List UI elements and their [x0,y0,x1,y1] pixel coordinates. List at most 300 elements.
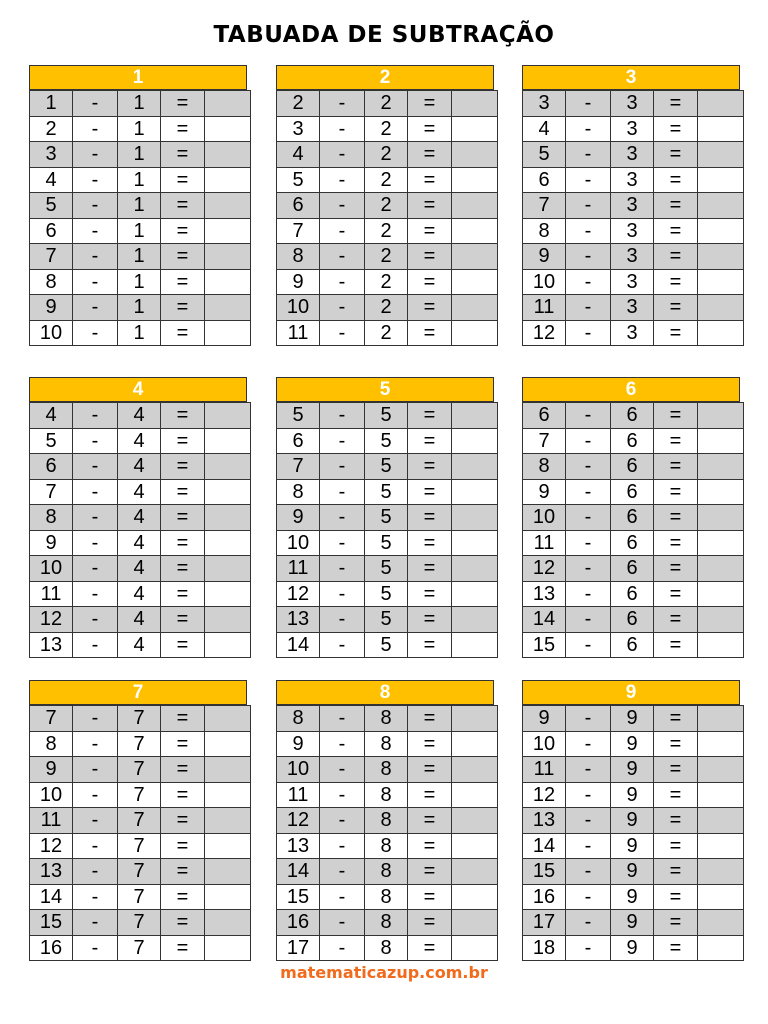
answer-cell[interactable] [452,479,498,505]
minuend-cell: 13 [277,607,320,633]
answer-cell[interactable] [698,505,744,531]
equals-sign-cell: = [161,556,205,582]
answer-cell[interactable] [452,142,498,168]
equals-sign-cell: = [408,142,452,168]
table-row [523,910,744,936]
equals-sign-cell: = [408,320,452,346]
answer-cell[interactable] [452,556,498,582]
answer-cell[interactable] [205,403,251,429]
answer-cell[interactable] [698,479,744,505]
answer-cell[interactable] [452,808,498,834]
subtrahend-cell: 3 [611,269,654,295]
minuend-cell: 8 [30,505,73,531]
answer-cell[interactable] [452,884,498,910]
minuend-cell: 7 [30,706,73,732]
equals-sign-cell: = [408,556,452,582]
answer-cell[interactable] [698,116,744,142]
minuend-cell: 17 [277,935,320,961]
answer-cell[interactable] [698,403,744,429]
minus-sign-cell: - [73,910,118,936]
answer-cell[interactable] [698,581,744,607]
answer-cell[interactable] [698,218,744,244]
subtrahend-cell: 4 [118,607,161,633]
minuend-cell: 15 [277,884,320,910]
answer-cell[interactable] [205,91,251,117]
answer-cell[interactable] [205,808,251,834]
minus-sign-cell: - [73,859,118,885]
equals-sign-cell: = [408,193,452,219]
minus-sign-cell: - [566,269,611,295]
equals-sign-cell: = [161,428,205,454]
answer-cell[interactable] [698,757,744,783]
table-row [30,505,251,531]
equals-sign-cell: = [654,859,698,885]
answer-cell[interactable] [205,320,251,346]
minuend-cell: 11 [30,808,73,834]
answer-cell[interactable] [452,607,498,633]
equals-sign-cell: = [654,454,698,480]
minuend-cell: 9 [523,479,566,505]
minus-sign-cell: - [73,269,118,295]
answer-cell[interactable] [205,479,251,505]
answer-cell[interactable] [205,935,251,961]
answer-cell[interactable] [452,91,498,117]
table-row [277,428,498,454]
minus-sign-cell: - [566,731,611,757]
table-header: 3 [522,65,740,90]
answer-cell[interactable] [452,320,498,346]
subtraction-table-body [29,402,251,658]
table-row [523,193,744,219]
minus-sign-cell: - [320,731,365,757]
equals-sign-cell: = [161,116,205,142]
minuend-cell: 9 [277,505,320,531]
minuend-cell: 9 [30,295,73,321]
equals-sign-cell: = [408,935,452,961]
table-row [30,530,251,556]
subtrahend-cell: 8 [365,757,408,783]
answer-cell[interactable] [452,859,498,885]
answer-cell[interactable] [452,428,498,454]
answer-cell[interactable] [205,218,251,244]
subtrahend-cell: 3 [611,116,654,142]
minus-sign-cell: - [73,295,118,321]
subtrahend-cell: 3 [611,167,654,193]
answer-cell[interactable] [205,454,251,480]
table-row [523,479,744,505]
subtrahend-cell: 8 [365,859,408,885]
subtrahend-cell: 7 [118,884,161,910]
minus-sign-cell: - [566,706,611,732]
subtrahend-cell: 4 [118,556,161,582]
answer-cell[interactable] [698,454,744,480]
minus-sign-cell: - [73,218,118,244]
table-row [30,269,251,295]
minuend-cell: 14 [523,607,566,633]
answer-cell[interactable] [698,833,744,859]
equals-sign-cell: = [161,706,205,732]
answer-cell[interactable] [698,706,744,732]
answer-cell[interactable] [698,142,744,168]
minus-sign-cell: - [566,167,611,193]
minuend-cell: 11 [277,782,320,808]
equals-sign-cell: = [161,244,205,270]
answer-cell[interactable] [698,607,744,633]
answer-cell[interactable] [698,428,744,454]
subtrahend-cell: 1 [118,91,161,117]
equals-sign-cell: = [161,167,205,193]
equals-sign-cell: = [408,632,452,658]
table-row [30,731,251,757]
subtrahend-cell: 2 [365,244,408,270]
minuend-cell: 9 [277,269,320,295]
minus-sign-cell: - [320,859,365,885]
minuend-cell: 13 [30,632,73,658]
minus-sign-cell: - [566,530,611,556]
subtraction-table-body [276,402,498,658]
table-row [277,193,498,219]
minuend-cell: 7 [523,428,566,454]
minuend-cell: 12 [523,556,566,582]
minus-sign-cell: - [73,116,118,142]
table-row [523,91,744,117]
subtrahend-cell: 5 [365,505,408,531]
subtrahend-cell: 7 [118,859,161,885]
table-row [523,167,744,193]
minus-sign-cell: - [566,884,611,910]
minus-sign-cell: - [320,632,365,658]
answer-cell[interactable] [205,706,251,732]
table-row [523,859,744,885]
equals-sign-cell: = [161,91,205,117]
answer-cell[interactable] [452,935,498,961]
table-row [523,530,744,556]
table-row [277,935,498,961]
answer-cell[interactable] [452,757,498,783]
subtrahend-cell: 4 [118,505,161,531]
equals-sign-cell: = [161,884,205,910]
minuend-cell: 10 [277,295,320,321]
answer-cell[interactable] [205,244,251,270]
minus-sign-cell: - [320,295,365,321]
minuend-cell: 5 [30,193,73,219]
answer-cell[interactable] [205,884,251,910]
subtrahend-cell: 3 [611,218,654,244]
equals-sign-cell: = [408,218,452,244]
subtrahend-cell: 2 [365,167,408,193]
minuend-cell: 12 [523,782,566,808]
table-row [277,295,498,321]
minuend-cell: 11 [277,556,320,582]
minus-sign-cell: - [566,193,611,219]
answer-cell[interactable] [452,706,498,732]
table-row [523,244,744,270]
table-row [277,884,498,910]
minuend-cell: 14 [277,859,320,885]
subtrahend-cell: 4 [118,632,161,658]
answer-cell[interactable] [452,581,498,607]
equals-sign-cell: = [161,530,205,556]
answer-cell[interactable] [452,833,498,859]
subtrahend-cell: 2 [365,218,408,244]
subtrahend-cell: 9 [611,757,654,783]
minus-sign-cell: - [320,269,365,295]
answer-cell[interactable] [698,782,744,808]
minuend-cell: 7 [30,479,73,505]
minuend-cell: 6 [277,193,320,219]
equals-sign-cell: = [408,833,452,859]
table-row [523,935,744,961]
answer-cell[interactable] [452,295,498,321]
answer-cell[interactable] [205,193,251,219]
answer-cell[interactable] [452,782,498,808]
subtrahend-cell: 5 [365,607,408,633]
subtrahend-cell: 8 [365,808,408,834]
equals-sign-cell: = [161,479,205,505]
subtrahend-cell: 7 [118,782,161,808]
answer-cell[interactable] [205,581,251,607]
minuend-cell: 10 [30,556,73,582]
minus-sign-cell: - [73,581,118,607]
subtrahend-cell: 8 [365,910,408,936]
equals-sign-cell: = [161,607,205,633]
minuend-cell: 7 [277,454,320,480]
minuend-cell: 8 [277,244,320,270]
minus-sign-cell: - [73,935,118,961]
table-row [30,910,251,936]
table-row [277,116,498,142]
answer-cell[interactable] [205,910,251,936]
answer-cell[interactable] [205,556,251,582]
table-row [30,833,251,859]
subtrahend-cell: 4 [118,428,161,454]
minus-sign-cell: - [320,782,365,808]
equals-sign-cell: = [654,142,698,168]
equals-sign-cell: = [654,403,698,429]
answer-cell[interactable] [452,403,498,429]
answer-cell[interactable] [698,910,744,936]
table-row [277,731,498,757]
answer-cell[interactable] [698,859,744,885]
answer-cell[interactable] [698,808,744,834]
table-row [30,428,251,454]
equals-sign-cell: = [654,808,698,834]
answer-cell[interactable] [452,218,498,244]
answer-cell[interactable] [452,269,498,295]
answer-cell[interactable] [452,910,498,936]
minuend-cell: 7 [277,218,320,244]
minus-sign-cell: - [566,295,611,321]
answer-cell[interactable] [698,530,744,556]
minuend-cell: 12 [30,607,73,633]
answer-cell[interactable] [452,530,498,556]
answer-cell[interactable] [698,244,744,270]
minus-sign-cell: - [73,91,118,117]
minus-sign-cell: - [73,428,118,454]
equals-sign-cell: = [654,193,698,219]
minuend-cell: 10 [277,757,320,783]
minus-sign-cell: - [73,632,118,658]
minus-sign-cell: - [566,479,611,505]
subtraction-table-body [276,705,498,961]
answer-cell[interactable] [698,193,744,219]
table-row [523,731,744,757]
table-header: 2 [276,65,494,90]
answer-cell[interactable] [698,295,744,321]
subtrahend-cell: 1 [118,167,161,193]
equals-sign-cell: = [654,833,698,859]
minuend-cell: 2 [30,116,73,142]
answer-cell[interactable] [452,505,498,531]
answer-cell[interactable] [698,632,744,658]
subtrahend-cell: 9 [611,782,654,808]
answer-cell[interactable] [698,935,744,961]
equals-sign-cell: = [161,782,205,808]
minus-sign-cell: - [566,142,611,168]
equals-sign-cell: = [654,935,698,961]
table-row [30,782,251,808]
answer-cell[interactable] [452,731,498,757]
equals-sign-cell: = [408,116,452,142]
subtrahend-cell: 1 [118,269,161,295]
minuend-cell: 9 [30,530,73,556]
equals-sign-cell: = [161,505,205,531]
minuend-cell: 8 [277,706,320,732]
answer-cell[interactable] [205,505,251,531]
answer-cell[interactable] [698,731,744,757]
subtrahend-cell: 2 [365,116,408,142]
answer-cell[interactable] [452,454,498,480]
subtrahend-cell: 1 [118,320,161,346]
answer-cell[interactable] [205,530,251,556]
answer-cell[interactable] [205,731,251,757]
answer-cell[interactable] [205,607,251,633]
answer-cell[interactable] [205,295,251,321]
subtrahend-cell: 8 [365,706,408,732]
minus-sign-cell: - [320,244,365,270]
equals-sign-cell: = [161,218,205,244]
subtrahend-cell: 7 [118,706,161,732]
equals-sign-cell: = [408,505,452,531]
subtrahend-cell: 5 [365,632,408,658]
minus-sign-cell: - [566,556,611,582]
answer-cell[interactable] [698,269,744,295]
table-row [277,269,498,295]
equals-sign-cell: = [161,581,205,607]
table-header: 6 [522,377,740,402]
minus-sign-cell: - [566,91,611,117]
minus-sign-cell: - [320,320,365,346]
minus-sign-cell: - [320,218,365,244]
table-row [523,607,744,633]
answer-cell[interactable] [452,632,498,658]
answer-cell[interactable] [698,91,744,117]
minuend-cell: 16 [523,884,566,910]
answer-cell[interactable] [205,632,251,658]
table-row [523,808,744,834]
minuend-cell: 18 [523,935,566,961]
equals-sign-cell: = [408,808,452,834]
answer-cell[interactable] [205,167,251,193]
answer-cell[interactable] [698,884,744,910]
answer-cell[interactable] [698,556,744,582]
table-row [30,884,251,910]
equals-sign-cell: = [161,833,205,859]
answer-cell[interactable] [205,428,251,454]
minuend-cell: 16 [277,910,320,936]
minus-sign-cell: - [320,581,365,607]
table-row [523,403,744,429]
answer-cell[interactable] [205,833,251,859]
table-row [30,295,251,321]
answer-cell[interactable] [205,782,251,808]
answer-cell[interactable] [698,167,744,193]
answer-cell[interactable] [205,269,251,295]
minus-sign-cell: - [73,505,118,531]
equals-sign-cell: = [408,884,452,910]
table-row [523,556,744,582]
answer-cell[interactable] [205,116,251,142]
answer-cell[interactable] [205,142,251,168]
minus-sign-cell: - [73,193,118,219]
equals-sign-cell: = [161,910,205,936]
subtrahend-cell: 6 [611,530,654,556]
answer-cell[interactable] [452,167,498,193]
table-row [30,632,251,658]
minus-sign-cell: - [73,479,118,505]
minuend-cell: 14 [277,632,320,658]
equals-sign-cell: = [408,403,452,429]
answer-cell[interactable] [452,116,498,142]
equals-sign-cell: = [408,479,452,505]
minus-sign-cell: - [73,731,118,757]
subtraction-table-7 [29,680,247,961]
minuend-cell: 6 [523,167,566,193]
minus-sign-cell: - [566,454,611,480]
subtrahend-cell: 9 [611,859,654,885]
table-row [277,757,498,783]
equals-sign-cell: = [654,632,698,658]
minuend-cell: 13 [30,859,73,885]
table-row [277,142,498,168]
minus-sign-cell: - [73,782,118,808]
answer-cell[interactable] [205,757,251,783]
answer-cell[interactable] [452,244,498,270]
minus-sign-cell: - [566,320,611,346]
subtrahend-cell: 2 [365,269,408,295]
subtrahend-cell: 5 [365,556,408,582]
table-header: 1 [29,65,247,90]
answer-cell[interactable] [698,320,744,346]
table-row [30,808,251,834]
table-row [30,218,251,244]
table-row [523,142,744,168]
answer-cell[interactable] [205,859,251,885]
subtraction-table-body [29,705,251,961]
minus-sign-cell: - [566,607,611,633]
subtrahend-cell: 2 [365,193,408,219]
subtrahend-cell: 2 [365,142,408,168]
equals-sign-cell: = [161,632,205,658]
answer-cell[interactable] [452,193,498,219]
table-row [277,833,498,859]
table-row [277,632,498,658]
equals-sign-cell: = [654,706,698,732]
minus-sign-cell: - [320,505,365,531]
equals-sign-cell: = [654,505,698,531]
table-row [523,884,744,910]
minuend-cell: 14 [523,833,566,859]
